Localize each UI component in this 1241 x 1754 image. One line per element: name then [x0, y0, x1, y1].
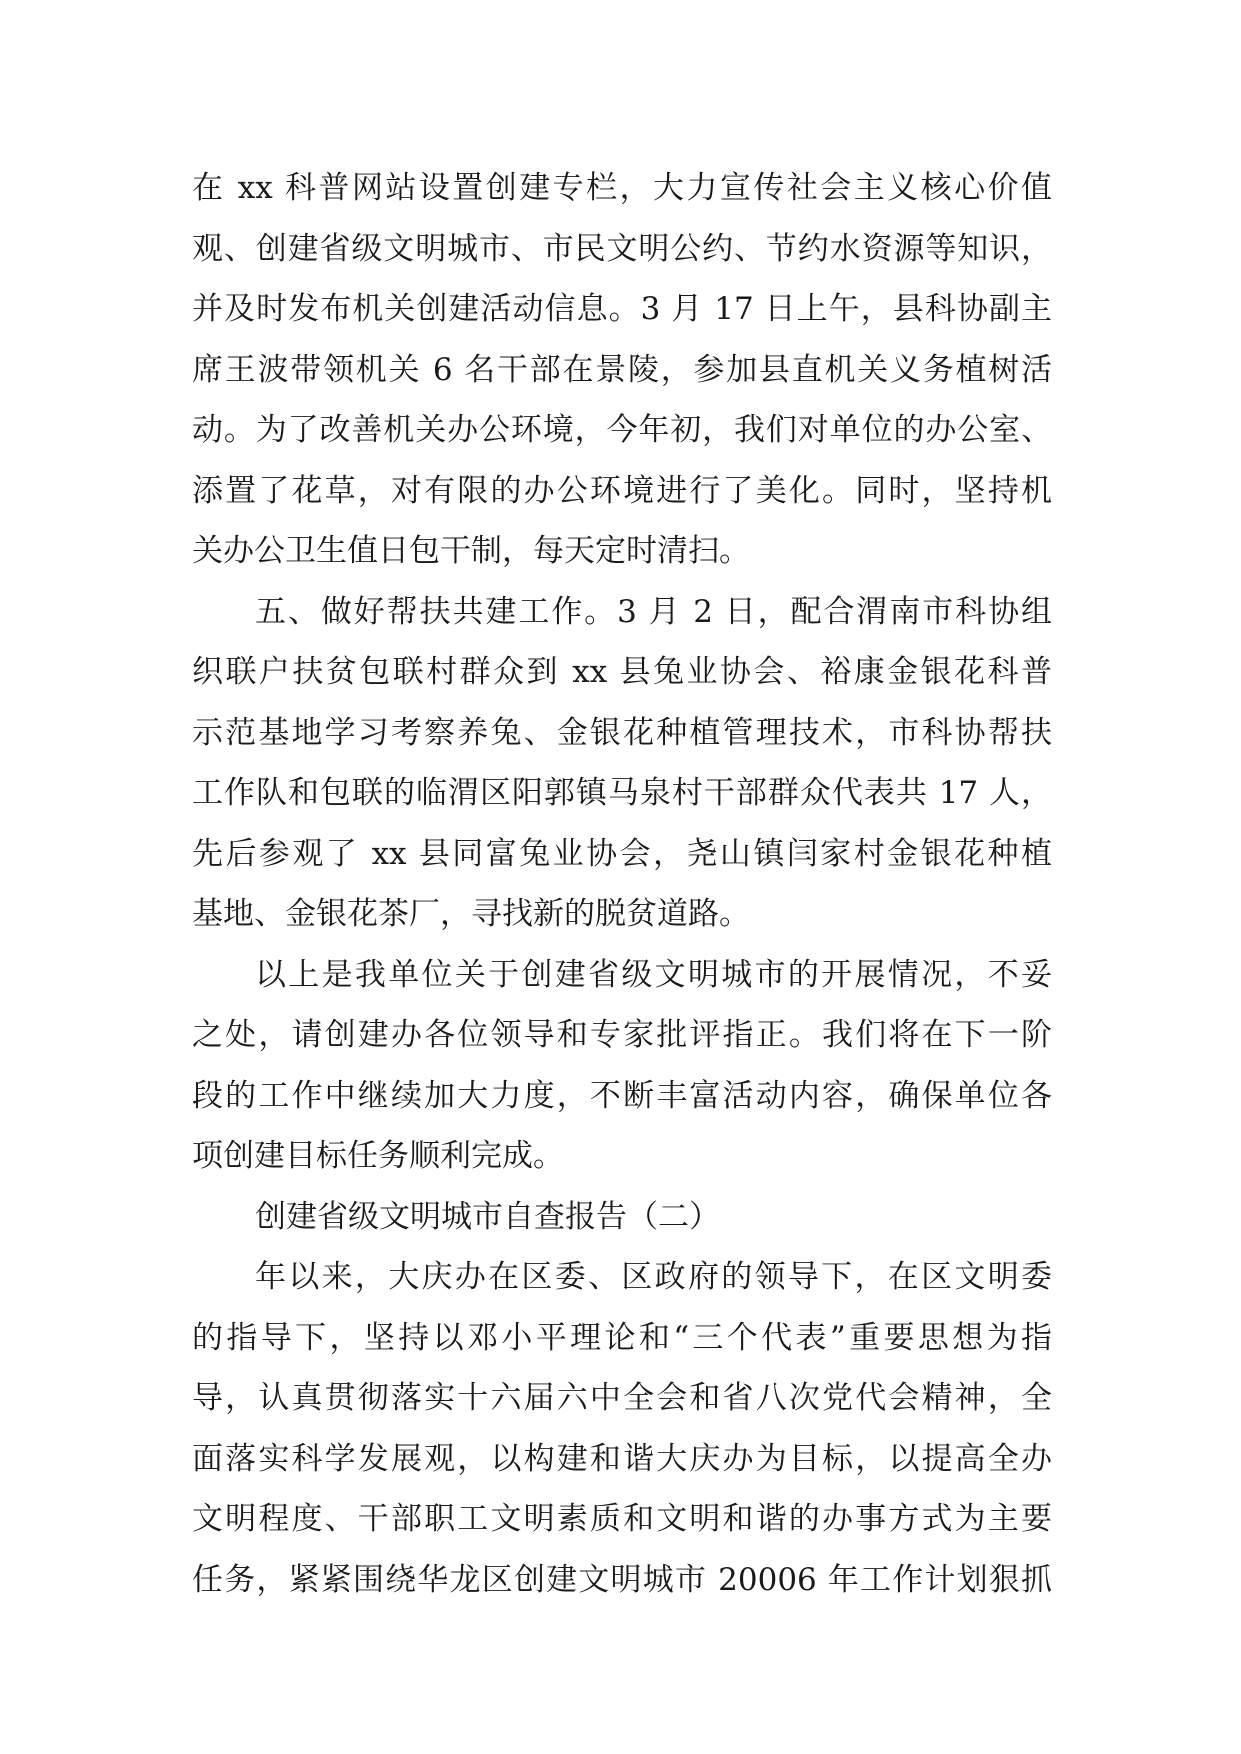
text-line: 并及时发布机关创建活动信息。3 月 17 日上午，县科协副主 [192, 291, 1052, 327]
text-line: 之处，请创建办各位领导和专家批评指正。我们将在下一阶 [192, 1017, 1052, 1053]
text-line: 动。为了改善机关办公环境，今年初，我们对单位的办公室、 [192, 412, 1052, 448]
body-text [192, 158, 1052, 1610]
text-line: 导，认真贯彻落实十六届六中全会和省八次党代会精神，全 [192, 1380, 1052, 1416]
text-line: 基地、金银花茶厂，寻找新的脱贫道路。 [192, 896, 750, 932]
section-five-first-line: 五、做好帮扶共建工作。3 月 2 日，配合渭南市科协组 [255, 593, 1052, 630]
conclusion-first-line: 以上是我单位关于创建省级文明城市的开展情况，不妥 [255, 956, 1052, 993]
text-line: 关办公卫生值日包干制，每天定时清扫。 [192, 533, 750, 569]
text-line: 任务，紧紧围绕华龙区创建文明城市 20006 年工作计划狠抓 [192, 1561, 1052, 1598]
report-two-heading: 创建省级文明城市自查报告（二） [255, 1198, 720, 1235]
text-line: 织联户扶贫包联村群众到 xx 县兔业协会、裕康金银花科普 [192, 654, 1052, 690]
report-two-first-line: 年以来，大庆办在区委、区政府的领导下，在区文明委 [255, 1259, 1052, 1295]
text-line: 面落实科学发展观，以构建和谐大庆办为目标，以提高全办 [192, 1440, 1052, 1477]
text-line: 添置了花草，对有限的办公环境进行了美化。同时，坚持机 [192, 472, 1052, 509]
text-line: 工作队和包联的临渭区阳郭镇马泉村干部群众代表共 17 人， [192, 775, 1052, 811]
text-line: 段的工作中继续加大力度，不断丰富活动内容，确保单位各 [192, 1077, 1052, 1114]
text-line: 示范基地学习考察养兔、金银花种植管理技术，市科协帮扶 [192, 714, 1052, 751]
text-line: 席王波带领机关 6 名干部在景陵，参加县直机关义务植树活 [192, 351, 1052, 388]
text-line: 项创建目标任务顺利完成。 [192, 1138, 564, 1174]
text-line: 先后参观了 xx 县同富兔业协会，尧山镇闫家村金银花种植 [192, 835, 1052, 872]
text-line: 的指导下，坚持以邓小平理论和“三个代表”重要思想为指 [192, 1319, 1052, 1356]
text-line: 文明程度、干部职工文明素质和文明和谐的办事方式为主要 [192, 1501, 1052, 1537]
text-line: 在 xx 科普网站设置创建专栏，大力宣传社会主义核心价值 [192, 170, 1052, 206]
text-line: 观、创建省级文明城市、市民文明公约、节约水资源等知识， [192, 230, 1052, 267]
